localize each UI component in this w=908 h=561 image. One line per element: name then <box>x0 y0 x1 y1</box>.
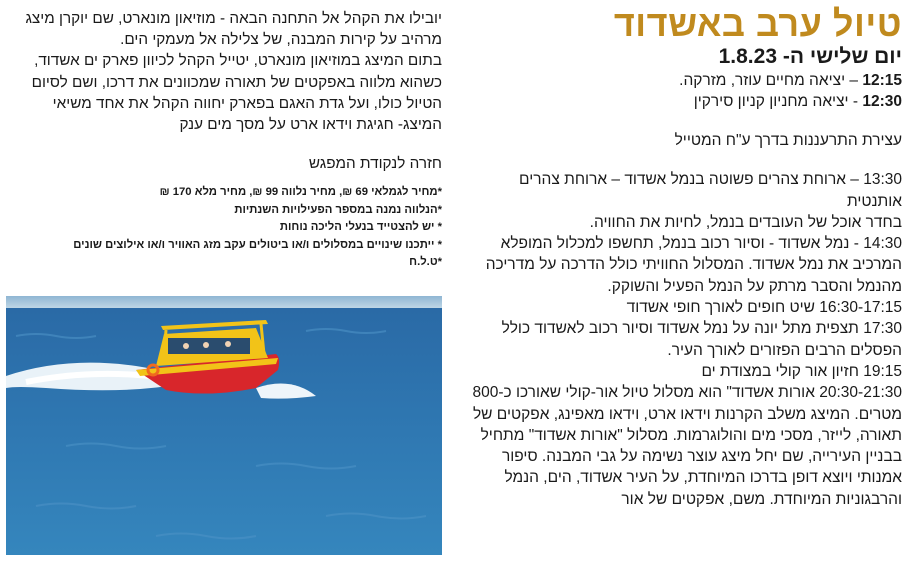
itinerary-item: 14:30 - נמל אשדוד - וסיור רכוב בנמל, תחשפו למכלול המופלא המרכיב את נמל אשדוד. המסלול החוויתי כולל הדרכה על מדריכה מהנמל והסבר מרתק על הנמל הפעיל והשוקק. <box>485 235 902 295</box>
date-line: יום שלישי ה- 1.8.23 <box>718 45 902 68</box>
page-title: טיול ערב באשדוד <box>613 3 902 44</box>
intro-paragraph: בתום המיצג במוזיאון מונארט, יטייל הקהל לכיוון פארק ים אשדוד, כשהוא מלווה באפקטים של תאורה שמכוונים את דרכו, ושם לסיום הטיול כולו, ועל גדת האגם בפארק יחווה הקהל את אחד משיאי המיצג- חגיגת וידאו ארט על מסך מים ענק <box>31 52 442 134</box>
itinerary-list <box>470 169 902 510</box>
itinerary-item: 20:30-21:30 אורות אשדוד" הוא מסלול טיול אור-קולי שאורכו כ-800 מטרים. המיצג משלב הקרנות וידאו ארט, וידאו מאפינג, אפקטים של תאורה, לייזר, מסכי מים והולוגרמות. מסלול "אורות אשדוד" מתחיל בבניין העירייה, שם יחל מיצג עוצר נשימה על גבי המבנה. סיפור אמנותי ויוצא דופן בדרכו המיוחדת, על העיר אשדוד, הים, הנמל והרבגוניות המיוחדת. משם, אפקטים של אור <box>472 384 902 508</box>
departure-time: 12:15 <box>862 72 902 89</box>
itinerary-item: 19:15 חזיון אור קולי במצודת ים <box>701 362 902 380</box>
price-notes <box>10 184 442 272</box>
departure-line <box>470 91 902 112</box>
departure-line <box>470 70 902 91</box>
departure-text: - יציאה מחניון קניון סירקין <box>693 93 863 110</box>
stop-note: עצירת התרעננות בדרך ע"ח המטייל <box>674 132 902 149</box>
intro-paragraph: יובילו את הקהל אל התחנה הבאה - מוזיאון מונארט, שם יוקרן מיצג מרהיב על קירות המבנה, של צלילה אל מעמקי הים. <box>25 10 442 49</box>
itinerary-item: 13:30 – ארוחת צהרים פשוטה בנמל אשדוד – ארוחת צהרים אותנטית <box>519 171 902 210</box>
note-line: *ט.ל.ח <box>409 256 442 269</box>
itinerary-item: 17:30 תצפית מתל יונה על נמל אשדוד וסיור רכוב לאשדוד כולל הפסלים הרבים הפזורים לאורך העיר. <box>501 320 902 359</box>
departure-text: – יציאה מחיים עוזר, מזרקה. <box>679 72 863 89</box>
boat-photo <box>6 296 442 555</box>
note-line: * יש להצטייד בנעלי הליכה נוחות <box>279 221 442 234</box>
intro-text <box>10 8 442 135</box>
return-line: חזרה לנקודת המפגש <box>308 155 442 173</box>
itinerary-column <box>470 4 902 510</box>
itinerary-item: בחדר אוכל של העובדים בנמל, לחיות את החוויה. <box>589 213 902 231</box>
note-line: *מחיר לגמלאי 69 ₪, מחיר נלווה 99 ₪, מחיר מלא 170 ₪ <box>159 186 442 199</box>
departure-time: 12:30 <box>862 93 902 110</box>
info-column <box>10 8 442 272</box>
note-line: * ייתכנו שינויים במסלולים ו/או ביטולים עקב מזג האוויר ו/או אילוצים שונים <box>73 238 442 251</box>
itinerary-item: 16:30-17:15 שיט חופים לאורך חופי אשדוד <box>626 299 902 317</box>
note-line: *הנלווה נמנה במספר הפעילויות השנתיות <box>234 203 442 216</box>
